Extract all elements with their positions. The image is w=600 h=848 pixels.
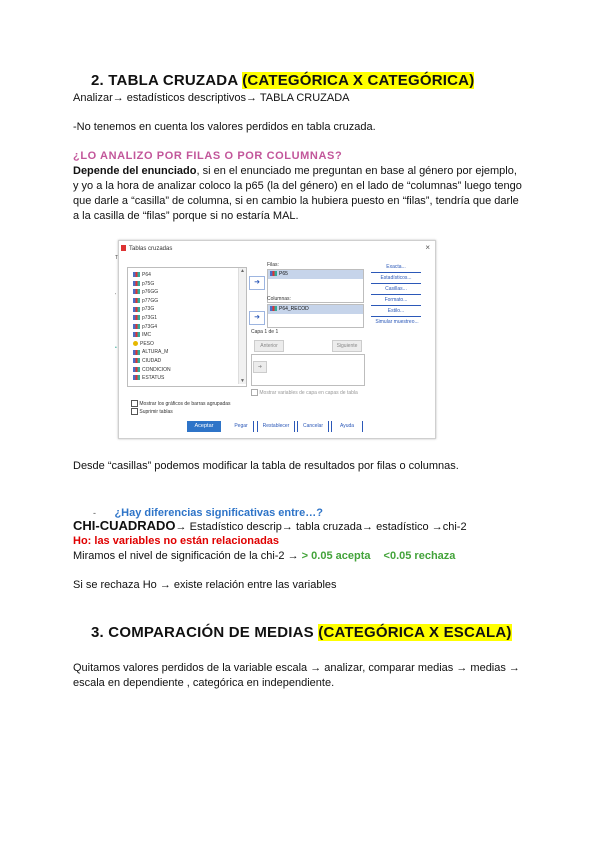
ordinal-variable-icon — [133, 341, 138, 346]
depende-bold: Depende del enunciado — [73, 165, 197, 177]
anterior-button[interactable]: Anterior — [254, 340, 284, 352]
chi-cuadrado-bold: CHI-CUADRADO — [73, 518, 176, 533]
capa-label: Capa 1 de 1 — [251, 329, 279, 335]
variable-label: PESO — [140, 340, 154, 347]
tablas-cruzadas-dialog: T ' • Tablas cruzadas × P64 p75G p76GG p77GG p73G p73G1 p73G4 IMC PESO ALTURA_M CIUDAD CONDICION ESTATUS ▲ ▼ Filas: ➜ P65 Columnas: ➜ P64_RECOD Capa 1 de 1 Anterior Siguiente ➜ Mostrar variables de capa en capas de tabla Exacta... Estadísticos... Casillas... Formato... Estilo... Simular muestreo... Mostrar los gráficos de barras agrupadas Suprimir tablas Aceptar Pegar Restablecer Cancelar Ayuda — [118, 240, 436, 439]
columnas-box[interactable] — [267, 304, 364, 328]
move-to-capa-button[interactable]: ➜ — [253, 361, 267, 373]
variable-list[interactable] — [127, 267, 247, 387]
significance-line — [73, 549, 455, 564]
si-rechaza-line: Si se rechaza Ho → existe relación entre las variables — [73, 579, 337, 591]
side-button[interactable]: Simular muestreo... — [375, 319, 419, 325]
mostrar-capa-label: Mostrar variables de capa en capas de tabla — [259, 389, 358, 396]
section-3-heading — [91, 624, 512, 641]
ayuda-button[interactable]: Ayuda — [331, 421, 363, 432]
variable-label: p73G4 — [142, 323, 158, 330]
mostrar-capa-option[interactable] — [251, 389, 358, 396]
side-button[interactable]: Exacta... — [371, 263, 421, 273]
side-button[interactable]: Estilo... — [371, 307, 421, 317]
cancelar-button[interactable]: Cancelar — [297, 421, 329, 432]
bullet-question-text: ¿Hay diferencias significativas entre…? — [114, 507, 323, 519]
variable-label: p73G — [142, 306, 155, 313]
variable-label: CIUDAD — [142, 358, 162, 364]
depende-paragraph — [73, 164, 522, 224]
tabla-cruzada-path: Analizar→ estadísticos descriptivos→ TABLA CRUZADA — [73, 92, 350, 104]
ho-statement: Ho: las variables no están relacionadas — [73, 535, 280, 547]
variable-label: p75G — [142, 280, 155, 287]
para-line-4: a la casilla de “filas” porque si no estaría MAL. — [73, 210, 299, 222]
section-3-line-2: escala en dependiente , categórica en independiente. — [73, 677, 335, 689]
section-2-number: 2. — [91, 72, 104, 89]
scale-variable-icon — [133, 315, 140, 320]
move-to-filas-button[interactable]: ➜ — [249, 276, 265, 290]
scale-variable-icon — [133, 324, 140, 329]
scale-variable-icon — [133, 367, 140, 372]
variable-label: P64 — [142, 272, 151, 278]
scale-variable-icon — [133, 281, 140, 286]
scale-variable-icon — [133, 375, 140, 380]
section-2-title: TABLA CRUZADA — [108, 72, 243, 89]
section-3-line-1: Quitamos valores perdidos de la variable escala → analizar, comparar medias → medias → — [73, 662, 520, 674]
scale-variable-icon — [133, 358, 140, 363]
variable-label: ALTURA_M — [142, 349, 169, 356]
acepta-text: > 0.05 acepta — [301, 550, 371, 562]
para-line-3: que darle a “casilla” de columna, si en cambio la hubiera puesto en “filas”, tendría que darle — [73, 195, 519, 207]
agrupados-label: Mostrar los gráficos de barras agrupadas — [139, 400, 231, 407]
side-button[interactable]: Estadísticos... — [371, 274, 421, 284]
agrupados-option[interactable] — [131, 400, 231, 407]
scale-variable-icon — [133, 307, 140, 312]
dialog-title: Tablas cruzadas — [129, 246, 173, 252]
rechaza-text: <0.05 rechaza — [383, 550, 456, 562]
capa-box[interactable] — [251, 354, 365, 386]
variable-label: CONDICION — [142, 366, 171, 373]
bullet-marker: - — [93, 508, 96, 518]
miramos-text: Miramos el nivel de significación de la chi-2 → — [73, 550, 299, 562]
scale-variable-icon — [133, 272, 140, 277]
section-3-title: COMPARACIÓN DE MEDIAS — [108, 624, 319, 641]
section-3-paragraph — [73, 661, 520, 691]
pegar-button[interactable]: Pegar — [229, 421, 254, 432]
aceptar-button[interactable]: Aceptar — [187, 421, 221, 432]
columnas-value[interactable]: P64_RECOD — [268, 305, 363, 314]
side-button[interactable]: Casillas... — [371, 285, 421, 295]
casillas-note: Desde “casillas” podemos modificar la tabla de resultados por filas o columnas. — [73, 460, 459, 472]
variable-label: p76GG — [142, 289, 159, 296]
para-line-2: y yo a la hora de analizar coloco la p65 (la del género) en el lado de “columnas” luego tengo — [73, 180, 522, 192]
siguiente-button[interactable]: Siguiente — [332, 340, 362, 352]
section-2-title-highlight: (CATEGÓRICA X CATEGÓRICA) — [242, 72, 475, 89]
variable-list-item[interactable] — [133, 374, 164, 383]
variable-label: IMC — [142, 332, 152, 339]
chi-cuadrado-line — [73, 518, 467, 535]
columnas-label: Columnas: — [267, 296, 291, 302]
variable-label: p77GG — [142, 297, 159, 304]
dialog-app-icon — [121, 245, 126, 251]
suprimir-option[interactable] — [131, 408, 173, 415]
filas-value[interactable]: P65 — [268, 270, 363, 279]
move-to-columnas-button[interactable]: ➜ — [249, 311, 265, 325]
close-icon[interactable]: × — [425, 243, 430, 252]
scale-variable-icon — [133, 298, 140, 303]
restablecer-button[interactable]: Restablecer — [257, 421, 295, 432]
variable-label: p73G1 — [142, 315, 158, 321]
variable-label: ESTATUS — [142, 375, 165, 382]
section-3-title-highlight: (CATEGÓRICA X ESCALA) — [318, 624, 512, 641]
chi-cuadrado-path: → Estadístico descrip→ tabla cruzada→ estadístico →chi-2 — [175, 521, 467, 533]
section-3-number: 3. — [91, 624, 104, 641]
scale-variable-icon — [133, 289, 140, 294]
para-line-1: , si en el enunciado me preguntan en base al género por ejemplo, — [196, 165, 517, 177]
variable-list-scrollbar[interactable]: ▲ ▼ — [238, 268, 246, 384]
section-2-heading — [91, 72, 474, 89]
suprimir-label: Suprimir tablas — [139, 408, 173, 415]
valores-perdidos-note: -No tenemos en cuenta los valores perdidos en tabla cruzada. — [73, 121, 376, 133]
filas-label: Filas: — [267, 262, 279, 268]
filas-columnas-question: ¿LO ANALIZO POR FILAS O POR COLUMNAS? — [73, 150, 343, 162]
scale-variable-icon — [133, 350, 140, 355]
side-button[interactable]: Formato... — [371, 296, 421, 306]
scale-variable-icon — [133, 332, 140, 337]
